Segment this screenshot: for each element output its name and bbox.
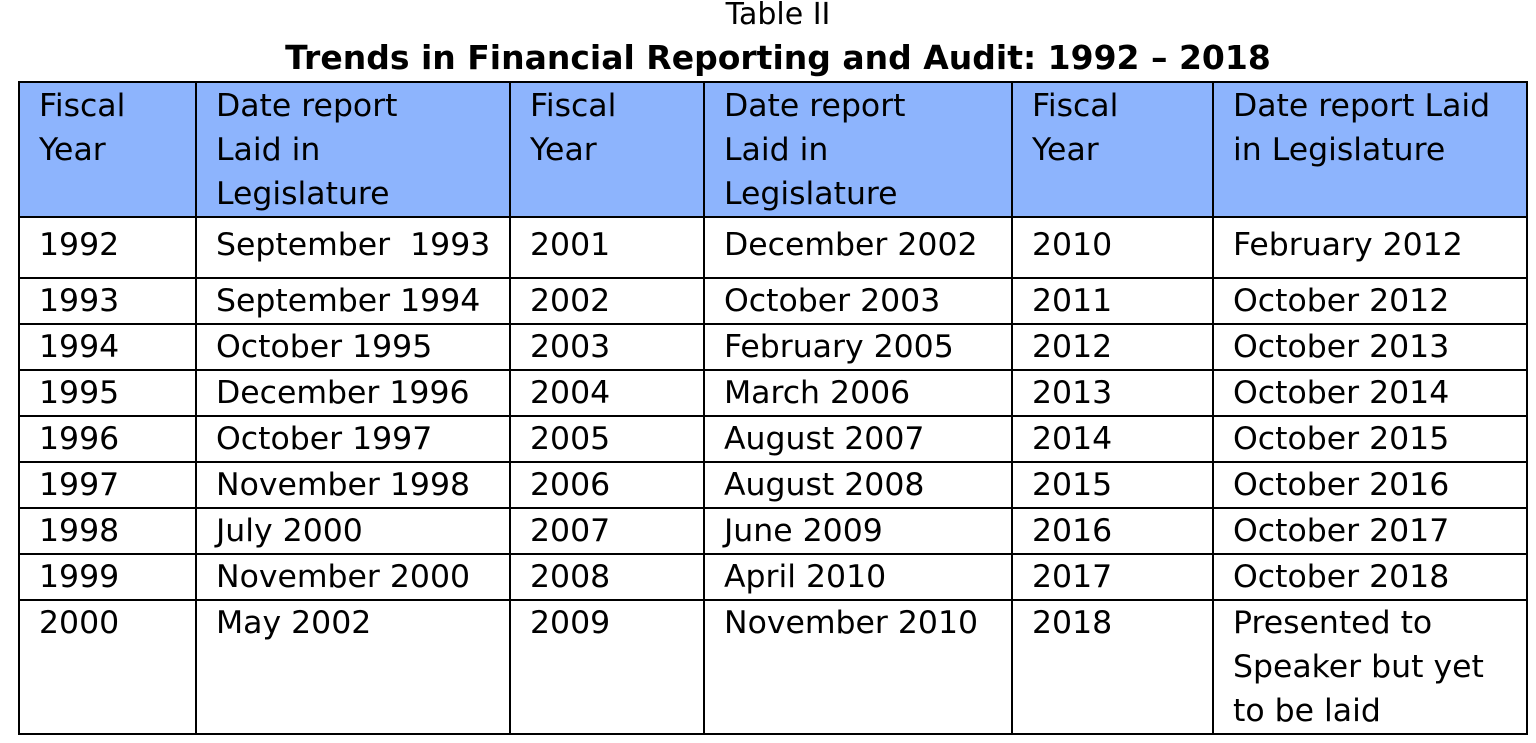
table-cell: 2016 (1012, 508, 1213, 554)
table-cell: 1992 (19, 217, 196, 278)
table-cell: 2012 (1012, 324, 1213, 370)
table-cell: 1994 (19, 324, 196, 370)
table-cell: 2000 (19, 600, 196, 734)
header-date-laid-2: Date report Laid in Legislature (704, 82, 1012, 217)
table-row (19, 416, 1527, 462)
table-cell: 1996 (19, 416, 196, 462)
header-fiscal-year-1: Fiscal Year (19, 82, 196, 217)
table-cell: 1997 (19, 462, 196, 508)
table-cell: October 2013 (1213, 324, 1527, 370)
table-label: Table II (725, 0, 831, 32)
header-fiscal-year-2: Fiscal Year (510, 82, 704, 217)
table-cell: 2018 (1012, 600, 1213, 734)
table-cell: 2015 (1012, 462, 1213, 508)
table-cell: November 1998 (196, 462, 510, 508)
table-cell: 2001 (510, 217, 704, 278)
table-cell: 2008 (510, 554, 704, 600)
table-header-row (19, 82, 1527, 217)
table-cell: November 2010 (704, 600, 1012, 734)
table-cell: 2009 (510, 600, 704, 734)
table-row (19, 508, 1527, 554)
table-title: Trends in Financial Reporting and Audit: 1992 – 2018 (285, 38, 1271, 77)
table-cell: October 2003 (704, 278, 1012, 324)
financial-reporting-table (18, 81, 1528, 735)
table-cell: 2002 (510, 278, 704, 324)
table-cell: 2017 (1012, 554, 1213, 600)
table-cell: April 2010 (704, 554, 1012, 600)
table-cell: 2006 (510, 462, 704, 508)
table-cell: 1993 (19, 278, 196, 324)
table-cell: December 2002 (704, 217, 1012, 278)
table-cell: 2004 (510, 370, 704, 416)
table-cell: 2014 (1012, 416, 1213, 462)
table-cell: 2013 (1012, 370, 1213, 416)
table-cell: 2010 (1012, 217, 1213, 278)
table-cell: February 2012 (1213, 217, 1527, 278)
table-cell: 2011 (1012, 278, 1213, 324)
table-cell: September 1994 (196, 278, 510, 324)
table-cell: October 2016 (1213, 462, 1527, 508)
table-cell: August 2007 (704, 416, 1012, 462)
table-cell: 2007 (510, 508, 704, 554)
table-row (19, 324, 1527, 370)
table-row (19, 217, 1527, 278)
table-cell: Presented to Speaker but yet to be laid (1213, 600, 1527, 734)
table-cell: 2005 (510, 416, 704, 462)
table-cell: 1995 (19, 370, 196, 416)
table-cell: February 2005 (704, 324, 1012, 370)
table-cell: September 1993 (196, 217, 510, 278)
table-row (19, 554, 1527, 600)
table-cell: 1999 (19, 554, 196, 600)
table-row (19, 278, 1527, 324)
table-cell: October 1995 (196, 324, 510, 370)
table-cell: 2003 (510, 324, 704, 370)
table-cell: October 2012 (1213, 278, 1527, 324)
table-row (19, 600, 1527, 734)
table-cell: August 2008 (704, 462, 1012, 508)
table-cell: November 2000 (196, 554, 510, 600)
table-cell: July 2000 (196, 508, 510, 554)
table-row (19, 462, 1527, 508)
header-date-laid-3: Date report Laid in Legislature (1213, 82, 1527, 217)
table-cell: October 1997 (196, 416, 510, 462)
table-cell: June 2009 (704, 508, 1012, 554)
table-cell: October 2015 (1213, 416, 1527, 462)
table-cell: March 2006 (704, 370, 1012, 416)
table-cell: October 2018 (1213, 554, 1527, 600)
table-cell: May 2002 (196, 600, 510, 734)
table-cell: October 2017 (1213, 508, 1527, 554)
table-row (19, 370, 1527, 416)
header-date-laid-1: Date report Laid in Legislature (196, 82, 510, 217)
table-cell: December 1996 (196, 370, 510, 416)
header-fiscal-year-3: Fiscal Year (1012, 82, 1213, 217)
table-cell: October 2014 (1213, 370, 1527, 416)
table-cell: 1998 (19, 508, 196, 554)
